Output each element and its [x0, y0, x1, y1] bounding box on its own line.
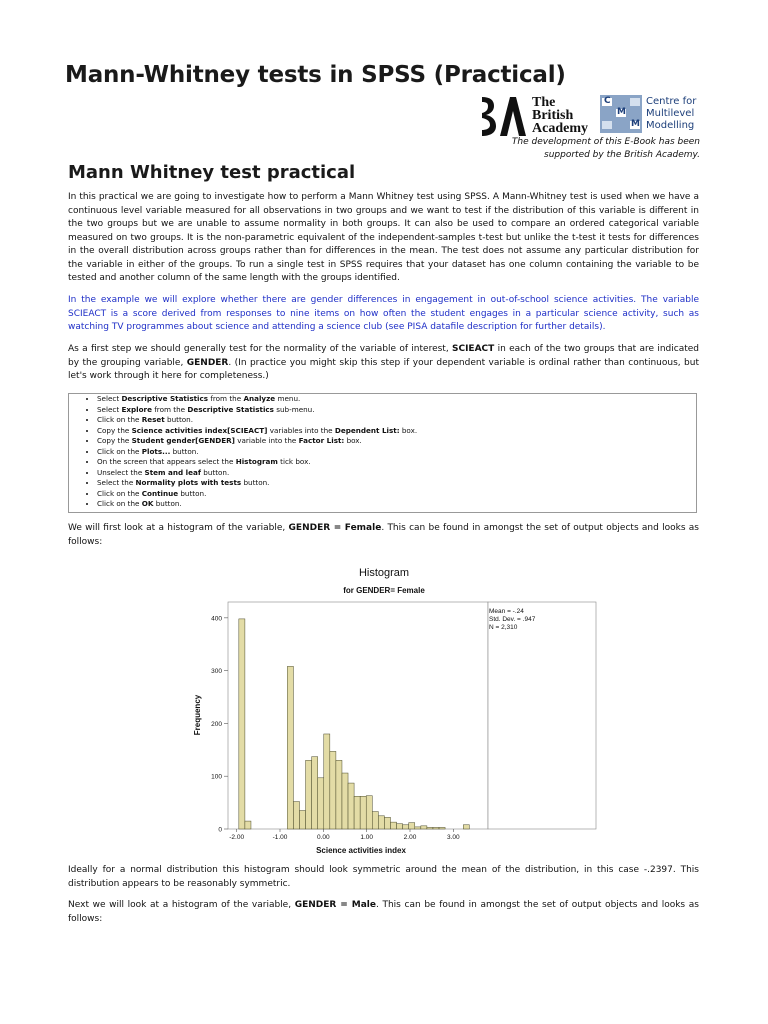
histogram-bar: [336, 760, 342, 829]
x-axis: [229, 829, 460, 841]
histogram-bar: [366, 796, 372, 829]
y-tick-label: 0: [218, 826, 222, 834]
british-academy-logo: [480, 95, 600, 137]
instruction-keyword: Stem and leaf: [144, 467, 201, 477]
instruction-text: box.: [399, 425, 418, 435]
histogram-bar: [415, 827, 421, 829]
first-step-text: in each of the two groups that are indicated by the grouping variable,: [68, 344, 699, 368]
cmm-logo-letter: M: [617, 107, 626, 117]
example-text: In the example we will explore whether there are gender differences in engagement in out-of-school science activities. The variable SCIEACT is a score derived from responses to nine items on how often the student engages in a particular science activity, such as watching TV programmes about science and attending a science club (see PISA datafile description for further details).: [68, 295, 699, 332]
instruction-text: Click on the: [97, 499, 142, 508]
instruction-step: [97, 499, 696, 510]
instruction-text: Select the: [97, 478, 136, 487]
instruction-text: variables into the: [267, 425, 335, 435]
histogram-bar: [342, 773, 348, 829]
instructions-box: [68, 393, 697, 513]
variable-value: GENDER = Male: [294, 900, 376, 910]
histogram-bar: [463, 825, 469, 829]
histogram-intro-text: . This can be found in amongst the set of output objects and looks as follows:: [68, 523, 699, 547]
instruction-text: menu.: [275, 394, 301, 403]
instruction-keyword: Descriptive Statistics: [187, 404, 274, 414]
instruction-step: [97, 436, 696, 447]
instruction-step: [97, 447, 696, 458]
y-tick-label: 200: [211, 720, 222, 728]
histogram-bar: [300, 811, 306, 829]
instruction-text: Click on the: [97, 488, 142, 498]
histogram-bar: [391, 822, 397, 829]
intro-paragraph: [68, 191, 699, 286]
histogram-bar: [287, 666, 293, 829]
instruction-step: [97, 394, 696, 405]
female-histogram-chart: [180, 560, 600, 860]
instruction-keyword: Analyze: [243, 394, 276, 403]
instruction-text: Copy the: [97, 436, 132, 445]
instruction-text: from the: [208, 394, 244, 403]
ba-logo-line: The: [532, 95, 556, 110]
instruction-text: button.: [200, 467, 230, 477]
histogram-bar: [330, 751, 336, 829]
instruction-text: button.: [164, 415, 194, 424]
instruction-text: On the screen that appears select the: [97, 457, 236, 466]
cmm-logo-letter: C: [604, 96, 611, 106]
instruction-text: button.: [170, 446, 199, 456]
next-text: . This can be found in amongst the set of output objects and looks as follows:: [68, 900, 699, 924]
instruction-text: Click on the: [97, 446, 142, 456]
histogram-bar: [239, 619, 245, 829]
instruction-text: Unselect the: [97, 467, 145, 477]
histogram-bar: [409, 823, 415, 829]
histogram-intro-paragraph: [68, 522, 699, 549]
instruction-text: sub-menu.: [273, 404, 315, 414]
instruction-text: Select: [97, 404, 122, 414]
y-tick-label: 100: [211, 773, 222, 781]
instruction-keyword: Student gender[GENDER]: [131, 436, 235, 445]
cmm-logo-line: Centre for: [646, 96, 697, 107]
instruction-text: button.: [178, 488, 207, 498]
histogram-bar: [348, 783, 354, 829]
instruction-text: button.: [241, 478, 270, 487]
instruction-keyword: Science activities index[SCIEACT]: [131, 425, 268, 435]
histogram-bar: [378, 816, 384, 829]
histogram-bar: [245, 821, 251, 829]
histogram-bar: [421, 826, 427, 829]
instruction-step: [97, 489, 696, 500]
histogram-bar: [403, 825, 409, 829]
histogram-bar: [312, 757, 318, 829]
y-tick-label: 300: [211, 668, 222, 676]
histogram-bar: [384, 817, 390, 829]
instruction-text: Copy the: [97, 425, 132, 435]
x-tick-label: 3.00: [447, 834, 460, 841]
instruction-keyword: Plots...: [141, 446, 171, 456]
instructions-list: [69, 394, 696, 510]
bars: [239, 619, 470, 829]
x-tick-label: 1.00: [360, 834, 373, 841]
x-tick-label: 0.00: [317, 834, 330, 841]
instruction-step: [97, 405, 696, 416]
x-tick-label: -2.00: [229, 834, 245, 841]
histogram-bar: [397, 824, 403, 829]
instruction-keyword: Reset: [141, 415, 165, 424]
first-step-text: As a first step we should generally test for the normality of the variable of interest,: [68, 344, 452, 354]
ba-logo-line: Academy: [532, 121, 588, 136]
plot-frame: [228, 602, 488, 829]
cmm-logo-cell: [602, 121, 612, 129]
next-text: Next we will look at a histogram of the variable,: [68, 900, 295, 910]
x-axis-label: Science activities index: [316, 846, 406, 855]
histogram-intro-text: We will first look at a histogram of the variable,: [68, 523, 289, 533]
instruction-step: [97, 426, 696, 437]
ba-logo-line: British: [532, 108, 574, 123]
histogram-bar: [293, 802, 299, 829]
instruction-keyword: Continue: [141, 488, 179, 498]
variable-name: SCIEACT: [451, 344, 495, 354]
histogram-bar: [324, 734, 330, 829]
normal-note-text: Ideally for a normal distribution this histogram should look symmetric around the mean of the distribution, in this case -.2397. This distribution appears to be reasonably symmetric.: [68, 865, 699, 889]
instruction-step: [97, 478, 696, 489]
instruction-text: from the: [151, 404, 188, 414]
normal-note-paragraph: [68, 864, 699, 891]
x-tick-label: 2.00: [403, 834, 417, 841]
cmm-logo-cell: [616, 109, 626, 117]
y-axis: [211, 615, 228, 833]
example-paragraph: [68, 294, 699, 335]
instruction-keyword: Dependent List:: [334, 425, 400, 435]
chart-title: Histogram: [358, 567, 410, 579]
instruction-keyword: Factor List:: [298, 436, 345, 445]
document-title: Mann-Whitney tests in SPSS (Practical): [65, 62, 566, 88]
instruction-step: [97, 415, 696, 426]
instruction-text: Click on the: [97, 415, 142, 424]
histogram-bar: [306, 760, 312, 829]
stat-std-dev: Std. Dev. = .947: [489, 616, 536, 623]
cmm-logo-cell: [602, 98, 612, 106]
variable-value: GENDER = Female: [288, 523, 382, 533]
y-axis-label: Frequency: [193, 694, 202, 736]
y-tick-label: 400: [211, 615, 222, 623]
cmm-logo-cell: [630, 121, 640, 129]
ba-emblem-icon: [480, 95, 528, 137]
instruction-keyword: Normality plots with tests: [135, 478, 242, 487]
intro-text: In this practical we are going to investigate how to perform a Mann Whitney test using SPSS. A Mann-Whitney test is used when we have a continuous level variable measured for all observations in two groups and we want to test if the distribution of this variable is different in the two groups but we are unable to assume normality in both groups. It can also be used to compare an ordered categorical variable measured on two groups. It is the non-parametric equivalent of the independent-samples t-test but unlike the t-test it tests for differences in the overall distribution across groups rather than for differences in the mean. The test does not assume any particular distribution for the variable in either of the groups. To run a single test in SPSS requires that your dataset has one column containing the variable to be tested and another column of the same length with the groups identified.: [68, 192, 699, 283]
variable-name: GENDER: [186, 357, 229, 368]
instruction-text: variable into the: [234, 436, 299, 445]
cmm-logo-letter: M: [631, 119, 640, 129]
histogram-bar: [427, 827, 433, 829]
first-step-paragraph: [68, 343, 699, 384]
stats-panel: [488, 602, 596, 829]
cmm-logo-text: [646, 96, 696, 132]
histogram-bar: [433, 827, 439, 829]
cmm-logo-line: Multilevel: [646, 108, 695, 119]
first-step-text: . (In practice you might skip this step if your dependent variable is ordinal rather than continuous, but let's work through it here for completeness.): [68, 357, 699, 381]
instruction-keyword: OK: [141, 499, 154, 508]
instruction-keyword: Explore: [121, 404, 152, 414]
instruction-text: tick box.: [277, 457, 311, 466]
histogram-bar: [372, 812, 378, 829]
instruction-text: box.: [344, 436, 362, 445]
cmm-logo: [600, 95, 642, 133]
histogram-bar: [354, 796, 360, 829]
histogram-bar: [318, 778, 324, 829]
chart-subtitle: for GENDER= Female: [343, 586, 425, 595]
x-tick-label: -1.00: [272, 834, 288, 841]
instruction-keyword: Histogram: [235, 457, 278, 466]
histogram-bar: [360, 796, 366, 829]
cmm-logo-line: Modelling: [646, 120, 695, 131]
instruction-text: button.: [153, 499, 182, 508]
histogram-bar: [439, 827, 445, 829]
instruction-step: [97, 457, 696, 468]
cmm-logo-cell: [630, 98, 640, 106]
support-note: The development of this E-Book has been supported by the British Academy.: [511, 137, 700, 160]
next-paragraph: [68, 899, 699, 926]
instruction-keyword: Descriptive Statistics: [121, 394, 209, 403]
instruction-text: Select: [97, 394, 122, 403]
stat-mean: Mean = -.24: [489, 608, 524, 615]
instruction-step: [97, 468, 696, 479]
stat-n: N = 2,310: [489, 624, 518, 631]
section-title: Mann Whitney test practical: [68, 162, 356, 183]
